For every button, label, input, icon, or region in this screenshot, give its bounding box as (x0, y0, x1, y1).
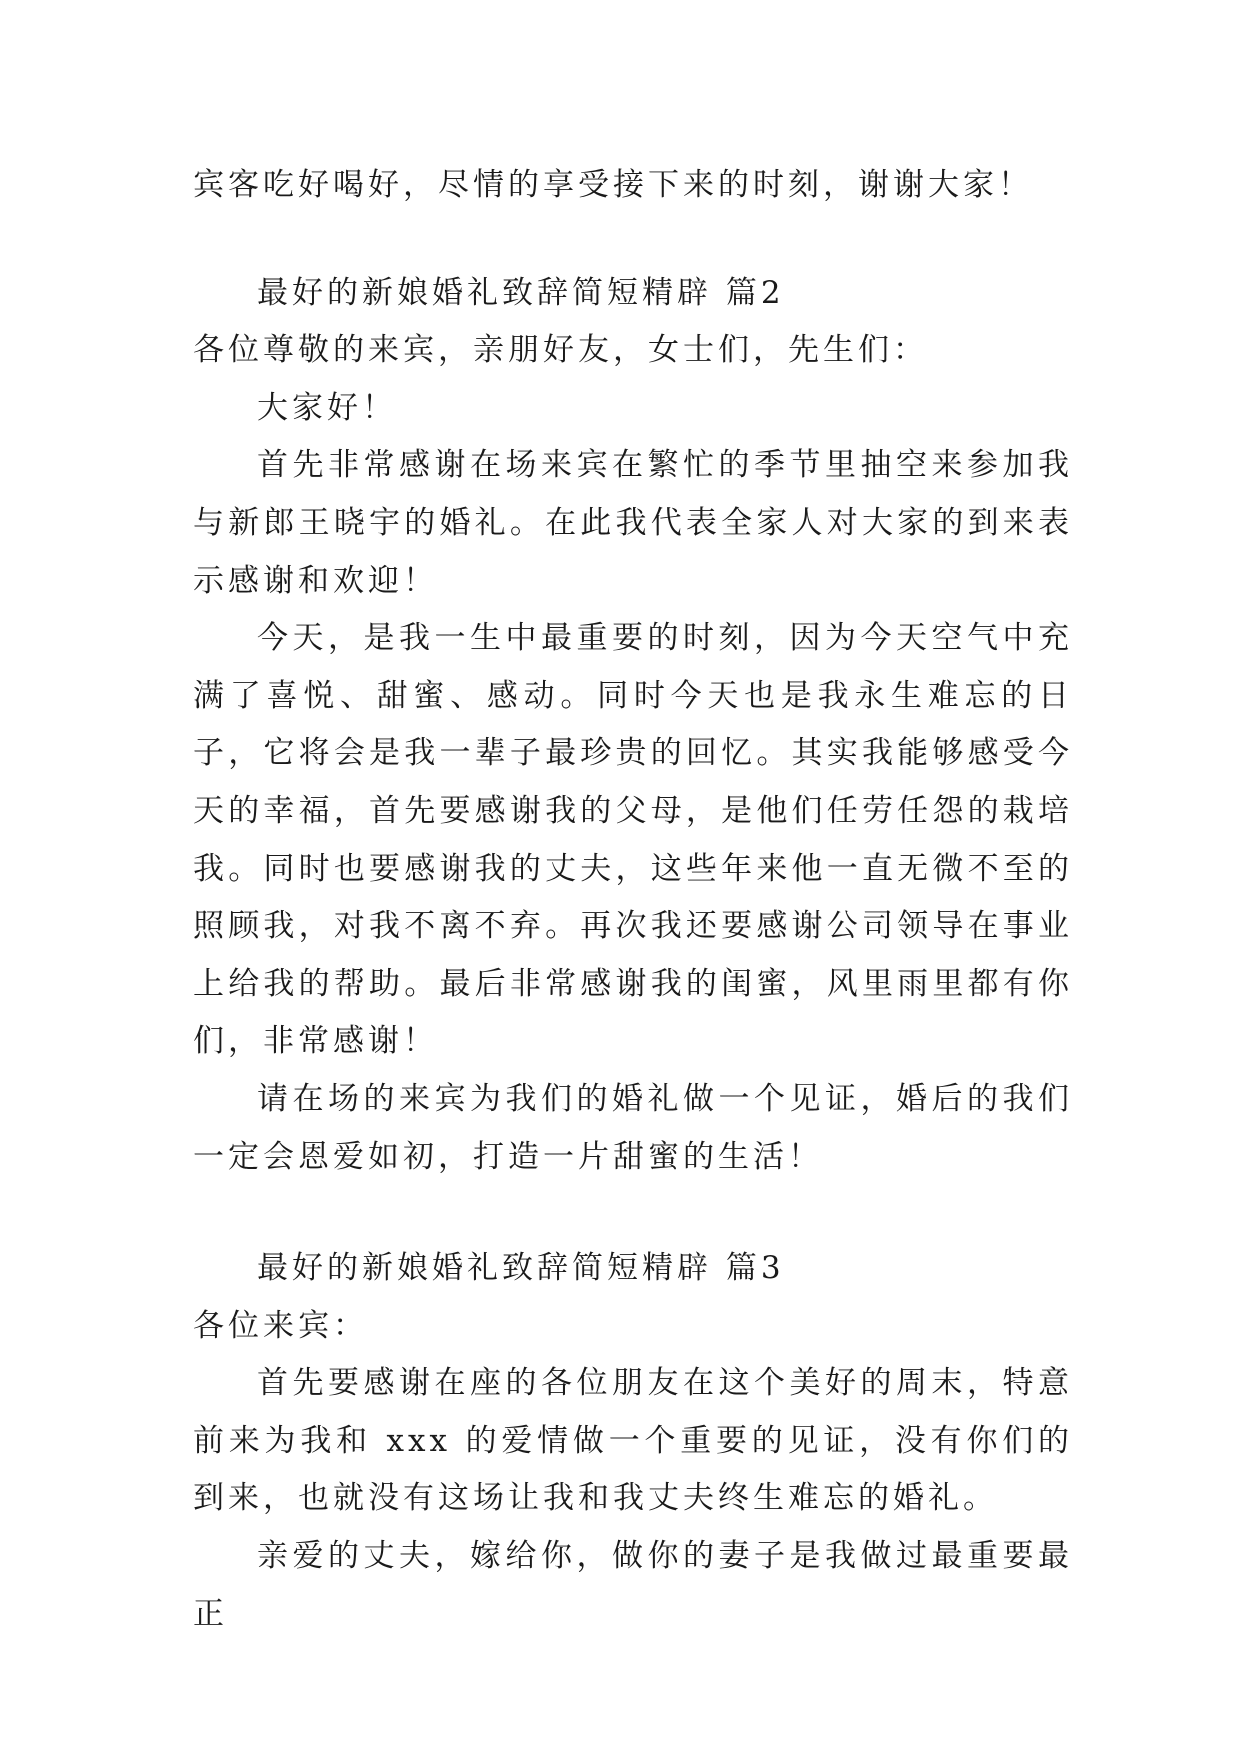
section-2-heading: 最好的新娘婚礼致辞简短精辟 篇2 (257, 274, 785, 311)
section-3-paragraph-1: 首先要感谢在座的各位朋友在这个美好的周末，特意前来为我和 xxx 的爱情做一个重要的见证，没有你们的到来，也就没有这场让我和我丈夫终生难忘的婚礼。 (193, 1365, 1073, 1517)
section-3-salutation: 各位来宾： (193, 1307, 368, 1344)
section-3-heading: 最好的新娘婚礼致辞简短精辟 篇3 (257, 1250, 785, 1287)
section-2-paragraph-3: 请在场的来宾为我们的婚礼做一个见证，婚后的我们一定会恩爱如初，打造一片甜蜜的生活！ (193, 1080, 1073, 1175)
section-2-paragraph-1: 首先非常感谢在场来宾在繁忙的季节里抽空来参加我与新郎王晓宇的婚礼。在此我代表全家人对大家的到来表示感谢和欢迎！ (193, 447, 1073, 599)
paragraph-intro-tail: 宾客吃好喝好，尽情的享受接下来的时刻，谢谢大家！ (193, 167, 1033, 203)
section-3-paragraph-2: 亲爱的丈夫，嫁给你，做你的妻子是我做过最重要最正 (193, 1538, 1073, 1632)
section-gap (193, 1186, 1073, 1240)
section-2-greeting: 大家好！ (257, 389, 397, 426)
section-2-salutation: 各位尊敬的来宾，亲朋好友，女士们，先生们： (193, 332, 928, 369)
section-gap (193, 215, 1073, 265)
section-2-paragraph-2: 今天，是我一生中最重要的时刻，因为今天空气中充满了喜悦、甜蜜、感动。同时今天也是我永生难忘的日子，它将会是我一辈子最珍贵的回忆。其实我能够感受今天的幸福，首先要感谢我的父母，是他们任劳任怨的栽培我。同时也要感谢我的丈夫，这些年来他一直无微不至的照顾我，对我不离不弃。再次我还要感谢公司领导在事业上给我的帮助。最后非常感谢我的闺蜜，风里雨里都有你们，非常感谢！ (193, 620, 1073, 1060)
document-body (193, 157, 1073, 1643)
